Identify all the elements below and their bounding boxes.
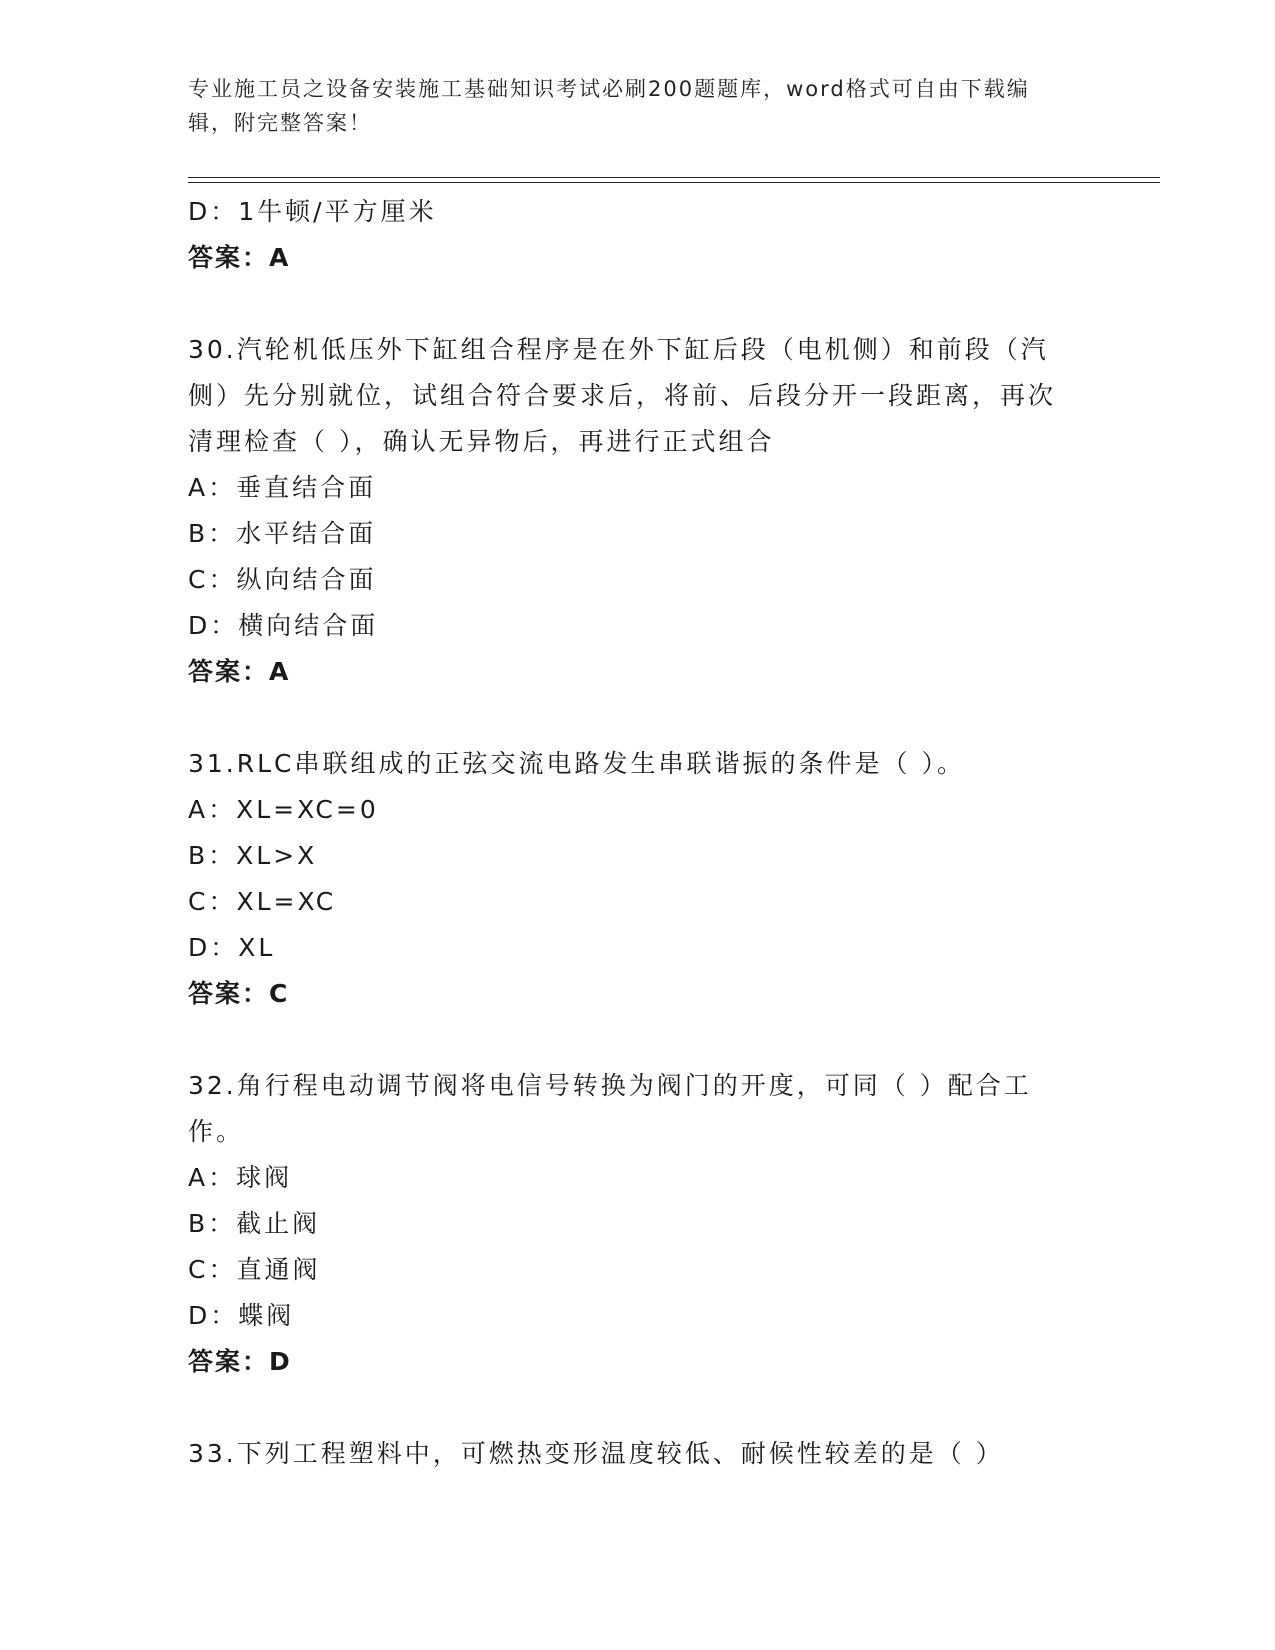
answer-line: 答案：C [188, 979, 290, 1008]
carryover-block [188, 189, 1088, 281]
answer-line: 答案：A [188, 243, 291, 272]
question-33 [188, 1431, 1088, 1477]
option-b: B：水平结合面 [188, 519, 377, 548]
option-a: A：球阀 [188, 1163, 293, 1192]
option-d: D：横向结合面 [188, 611, 379, 640]
question-30 [188, 327, 1088, 695]
option-d: D：蝶阀 [188, 1301, 295, 1330]
question-stem: 30.汽轮机低压外下缸组合程序是在外下缸后段（电机侧）和前段（汽侧）先分别就位，试组合符合要求后，将前、后段分开一段距离，再次清理检查（ ），确认无异物后，再进行正式组合 [188, 335, 1057, 456]
option-c: C：纵向结合面 [188, 565, 377, 594]
answer-line: 答案：D [188, 1347, 292, 1376]
question-list [188, 189, 1088, 1477]
question-31 [188, 741, 1088, 1017]
answer-line: 答案：A [188, 657, 291, 686]
option-d: D：XL [188, 933, 276, 962]
option-a: A：XL=XC=0 [188, 795, 379, 824]
header-rule-bottom [188, 182, 1160, 183]
question-stem: 31.RLC串联组成的正弦交流电路发生串联谐振的条件是（ ）。 [188, 749, 965, 778]
page-header: 专业施工员之设备安装施工基础知识考试必刷200题题库，word格式可自由下载编辑，附完整答案！ [188, 77, 1030, 135]
header-rule-top [188, 177, 1160, 178]
option-b: B：截止阀 [188, 1209, 321, 1238]
option-c: C：直通阀 [188, 1255, 321, 1284]
option-d: D：1牛顿/平方厘米 [188, 197, 437, 226]
option-a: A：垂直结合面 [188, 473, 377, 502]
option-c: C：XL=XC [188, 887, 337, 916]
option-b: B：XL>X [188, 841, 318, 870]
question-32 [188, 1063, 1088, 1385]
question-stem: 33.下列工程塑料中，可燃热变形温度较低、耐候性较差的是（ ） [188, 1439, 1004, 1468]
question-stem: 32.角行程电动调节阀将电信号转换为阀门的开度，可同（ ）配合工作。 [188, 1071, 1032, 1146]
